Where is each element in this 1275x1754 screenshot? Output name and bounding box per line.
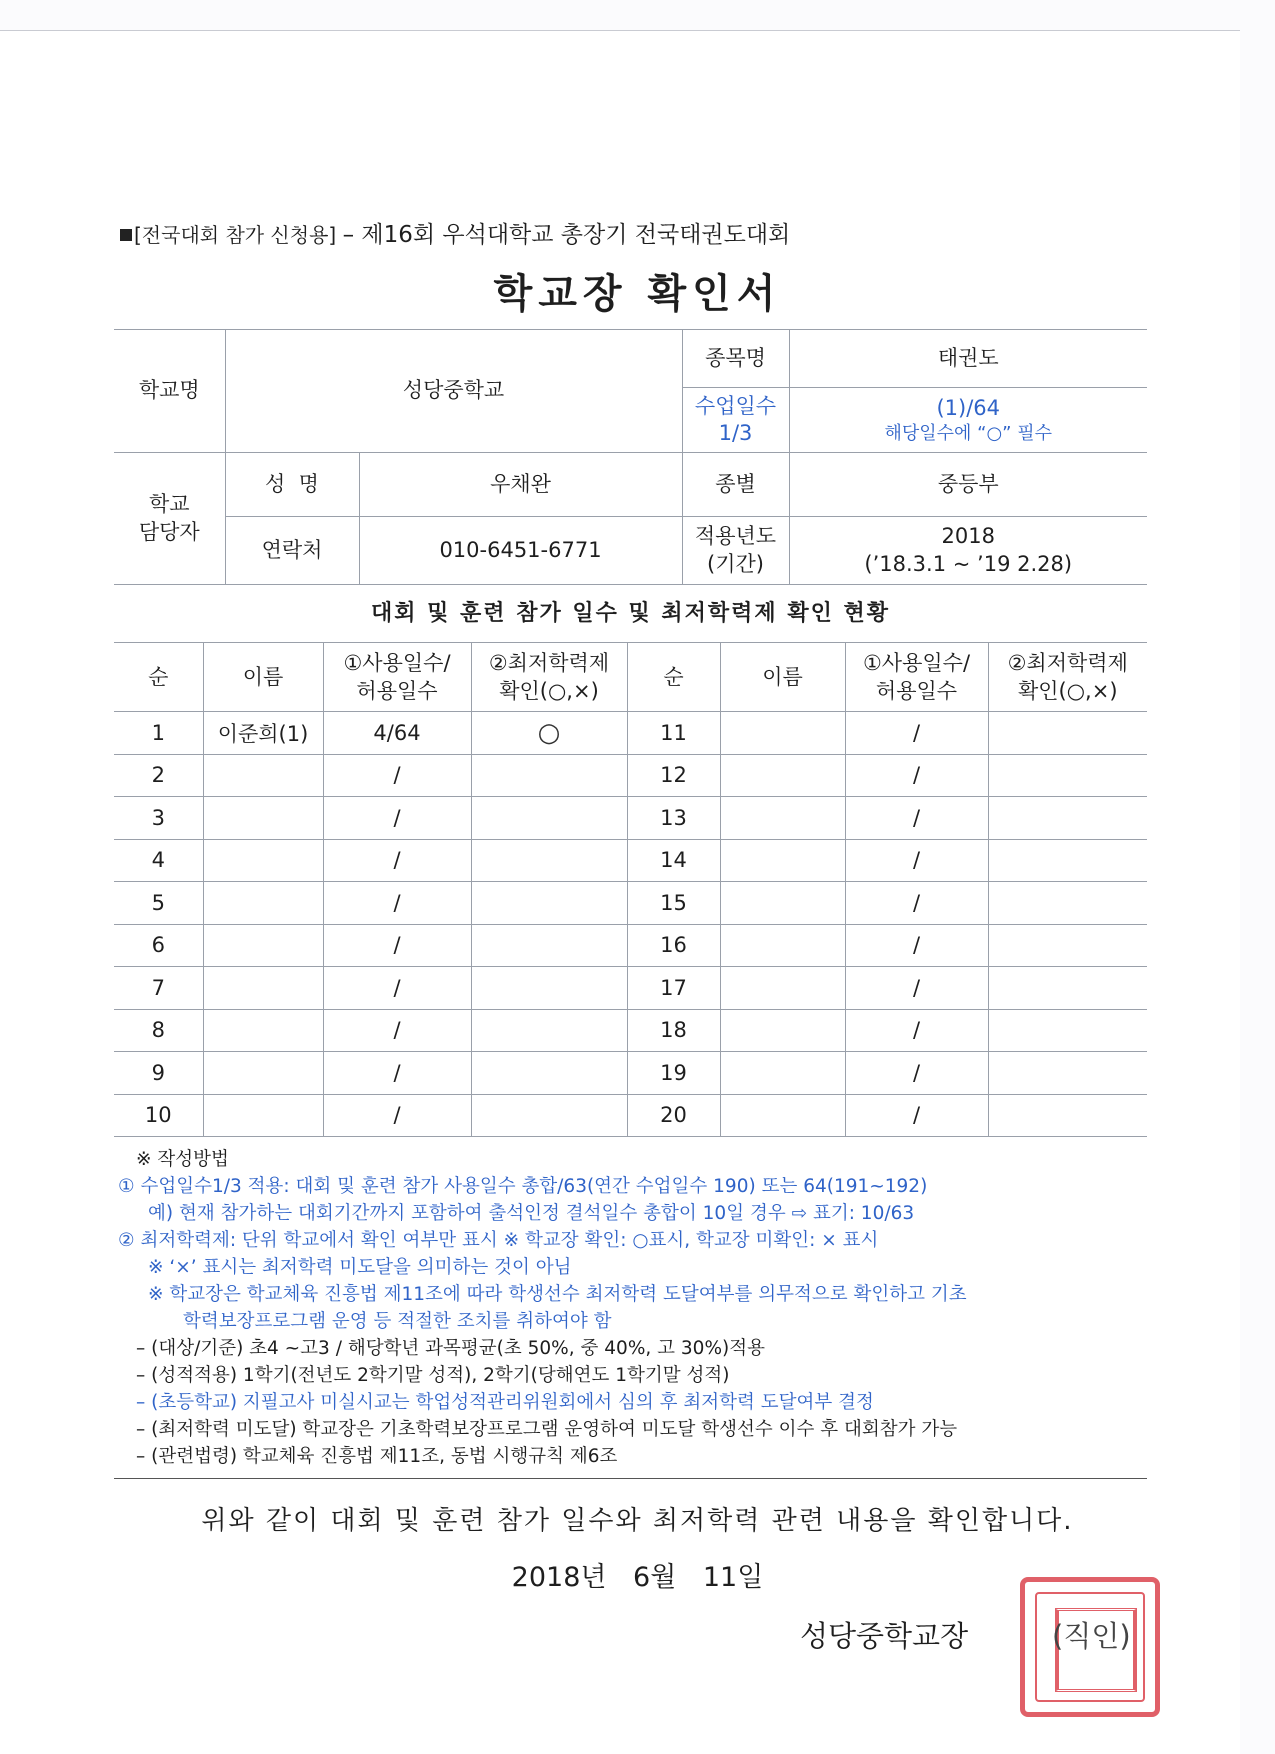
row-no-2: 15 [627, 882, 720, 925]
contact-label: 연락처 [225, 517, 359, 585]
row-days: / [323, 839, 471, 882]
col-header-days-line2: 허용일수 [356, 679, 438, 703]
row-check [471, 797, 627, 840]
school-label: 학교명 [114, 330, 225, 453]
row-no-2: 12 [627, 754, 720, 797]
row-name [203, 1009, 323, 1052]
row-no-2: 17 [627, 967, 720, 1010]
row-days: / [323, 1052, 471, 1095]
row-name [203, 924, 323, 967]
row-check: ○ [471, 712, 627, 755]
row-check-2 [988, 882, 1147, 925]
row-name [203, 1052, 323, 1095]
col-header-check-2-line2: 확인(○,×) [1017, 679, 1118, 703]
row-name-2 [720, 712, 845, 755]
row-days-2: / [845, 882, 988, 925]
row-name-2 [720, 839, 845, 882]
row-days: / [323, 1094, 471, 1137]
table-row [114, 712, 1147, 755]
row-check-2 [988, 967, 1147, 1010]
row-no-2: 16 [627, 924, 720, 967]
row-check-2 [988, 712, 1147, 755]
row-days-2: / [845, 1052, 988, 1095]
row-no-2: 18 [627, 1009, 720, 1052]
row-check [471, 967, 627, 1010]
row-check [471, 754, 627, 797]
person-label [114, 453, 225, 585]
category-label: 종별 [682, 453, 789, 517]
name-label: 성 명 [225, 453, 359, 517]
row-name [203, 967, 323, 1010]
row-name [203, 1094, 323, 1137]
table-row [114, 1094, 1147, 1137]
col-header-check-2-line1: ②최저학력제 [1007, 650, 1128, 675]
row-name-2 [720, 967, 845, 1010]
col-header-days [323, 643, 471, 712]
principal-name: 성당중학교장 [800, 1619, 969, 1653]
detail-3: – (초등학교) 지필고사 미실시교는 학업성적관리위원회에서 심의 후 최저학력 도달여부 결정 [136, 1392, 874, 1413]
row-days-2: / [845, 839, 988, 882]
year-label-line1: 적용년도 [694, 524, 777, 549]
row-name [203, 754, 323, 797]
row-days-2: / [845, 754, 988, 797]
col-header-name: 이름 [203, 643, 323, 712]
days-value [789, 388, 1147, 453]
row-no-2: 11 [627, 712, 720, 755]
row-no: 6 [114, 924, 203, 967]
table-header-row [114, 643, 1147, 712]
table-row [114, 882, 1147, 925]
row-name-2 [720, 754, 845, 797]
document-title: 학교장 확인서 [493, 271, 782, 317]
event-label: 종목명 [682, 330, 789, 388]
instructions-notes [118, 1146, 1158, 1470]
row-no-2: 13 [627, 797, 720, 840]
detail-1: – (대상/기준) 초4 ~고3 / 해당학년 과목평균(초 50%, 중 40%, 고 30%)적용 [136, 1338, 765, 1359]
year-value-line2: (’18.3.1 ~ ’19 2.28) [864, 551, 1073, 576]
row-days: 4/64 [323, 712, 471, 755]
table-row [114, 1009, 1147, 1052]
row-check-2 [988, 1052, 1147, 1095]
col-header-no-2: 순 [627, 643, 720, 712]
row-no-2: 19 [627, 1052, 720, 1095]
row-no: 4 [114, 839, 203, 882]
note-1-example: 예) 현재 참가하는 대회기간까지 포함하여 출석인정 결석일수 총합이 10일 경우 ⇨ 표기: 10/63 [148, 1203, 915, 1224]
col-header-days-2-line2: 허용일수 [875, 679, 958, 703]
row-days: / [323, 967, 471, 1010]
row-name [203, 882, 323, 925]
row-no: 3 [114, 797, 203, 840]
row-check [471, 924, 627, 967]
year-value [789, 517, 1147, 585]
table-row [114, 1052, 1147, 1095]
row-name-2 [720, 797, 845, 840]
row-check [471, 882, 627, 925]
confirmation-statement: 위와 같이 대회 및 훈련 참가 일수와 최저학력 관련 내용을 확인합니다. [201, 1506, 1074, 1536]
row-check [471, 1052, 627, 1095]
row-days: / [323, 797, 471, 840]
person-label-line2: 담당자 [138, 519, 200, 544]
note-2b: ※ 학교장은 학교체육 진흥법 제11조에 따라 학생선수 최저학력 도달여부를 의무적으로 확인하고 기초 [148, 1284, 967, 1305]
row-days-2: / [845, 797, 988, 840]
row-name-2 [720, 924, 845, 967]
square-bullet-icon [120, 229, 132, 241]
notes-heading: ※ 작성방법 [136, 1149, 229, 1170]
row-no: 10 [114, 1094, 203, 1137]
row-no-2: 20 [627, 1094, 720, 1137]
detail-2: – (성적적용) 1학기(전년도 2학기말 성적), 2학기(당해연도 1학기말 성적) [136, 1365, 730, 1386]
divider [114, 1478, 1147, 1479]
row-no: 7 [114, 967, 203, 1010]
header-tag: [전국대회 참가 신청용] [134, 223, 337, 247]
row-days: / [323, 1009, 471, 1052]
table-row [114, 839, 1147, 882]
row-check-2 [988, 1009, 1147, 1052]
section-title: 대회 및 훈련 참가 일수 및 최저학력제 확인 현황 [370, 601, 891, 626]
col-header-no: 순 [114, 643, 203, 712]
participation-table [114, 642, 1147, 1137]
col-header-check-line2: 확인(○,×) [499, 679, 599, 703]
row-check-2 [988, 924, 1147, 967]
table-row [114, 797, 1147, 840]
row-days: / [323, 924, 471, 967]
school-value: 성당중학교 [225, 330, 682, 453]
col-header-check-line1: ②최저학력제 [488, 650, 610, 675]
row-days: / [323, 754, 471, 797]
days-label-line2: 1/3 [718, 421, 753, 445]
col-header-days-line1: ①사용일수/ [343, 650, 451, 675]
row-check [471, 1094, 627, 1137]
row-days-2: / [845, 967, 988, 1010]
table-row [114, 754, 1147, 797]
detail-5: – (관련법령) 학교체육 진흥법 제11조, 동법 시행규칙 제6조 [136, 1446, 618, 1467]
days-value-line1: (1)/64 [936, 395, 1001, 420]
seal-label: (직인) [1052, 1619, 1131, 1653]
row-check [471, 839, 627, 882]
row-no: 5 [114, 882, 203, 925]
signature-date: 2018년 6월 11일 [511, 1562, 764, 1593]
col-header-days-2 [845, 643, 988, 712]
row-days-2: / [845, 1094, 988, 1137]
person-label-line1: 학교 [148, 492, 190, 517]
row-name-2 [720, 882, 845, 925]
row-name-2 [720, 1009, 845, 1052]
name-value: 우채완 [359, 453, 682, 517]
row-name-2 [720, 1052, 845, 1095]
row-days-2: / [845, 1009, 988, 1052]
col-header-days-2-line1: ①사용일수/ [862, 650, 971, 675]
info-table [114, 329, 1147, 585]
row-days-2: / [845, 924, 988, 967]
note-1: ① 수업일수1/3 적용: 대회 및 훈련 참가 사용일수 총합/63(연간 수업일수 190) 또는 64(191~192) [118, 1176, 928, 1197]
note-2a: ※ ‘×’ 표시는 최저학력 미도달을 의미하는 것이 아님 [148, 1257, 572, 1278]
row-name [203, 797, 323, 840]
category-value: 중등부 [789, 453, 1147, 517]
days-value-note: 해당일수에 “○” 필수 [884, 422, 1052, 444]
row-no: 8 [114, 1009, 203, 1052]
row-check-2 [988, 1094, 1147, 1137]
table-row [114, 924, 1147, 967]
row-check-2 [988, 839, 1147, 882]
col-header-check [471, 643, 627, 712]
row-no-2: 14 [627, 839, 720, 882]
row-days-2: / [845, 712, 988, 755]
year-value-line1: 2018 [941, 524, 995, 549]
col-header-name-2: 이름 [720, 643, 845, 712]
year-label-line2: (기간) [707, 551, 764, 576]
row-name-2 [720, 1094, 845, 1137]
header-event: – 제16회 우석대학교 총장기 전국태권도대회 [342, 222, 791, 248]
note-2: ② 최저학력제: 단위 학교에서 확인 여부만 표시 ※ 학교장 확인: ○표시, 학교장 미확인: × 표시 [118, 1230, 879, 1251]
row-no: 1 [114, 712, 203, 755]
days-label [682, 388, 789, 453]
days-label-line1: 수업일수 [694, 393, 777, 418]
row-check-2 [988, 797, 1147, 840]
row-check-2 [988, 754, 1147, 797]
row-days: / [323, 882, 471, 925]
col-header-check-2 [988, 643, 1147, 712]
row-no: 2 [114, 754, 203, 797]
detail-4: – (최저학력 미도달) 학교장은 기초학력보장프로그램 운영하여 미도달 학생선수 이수 후 대회참가 가능 [136, 1419, 958, 1440]
contact-value: 010-6451-6771 [359, 517, 682, 585]
event-value: 태권도 [789, 330, 1147, 388]
row-check [471, 1009, 627, 1052]
table-row [114, 967, 1147, 1010]
document-header [120, 216, 790, 249]
note-2c: 학력보장프로그램 운영 등 적절한 조치를 취하여야 함 [183, 1311, 612, 1332]
year-label [682, 517, 789, 585]
row-name [203, 839, 323, 882]
row-no: 9 [114, 1052, 203, 1095]
row-name: 이준희(1) [203, 712, 323, 755]
